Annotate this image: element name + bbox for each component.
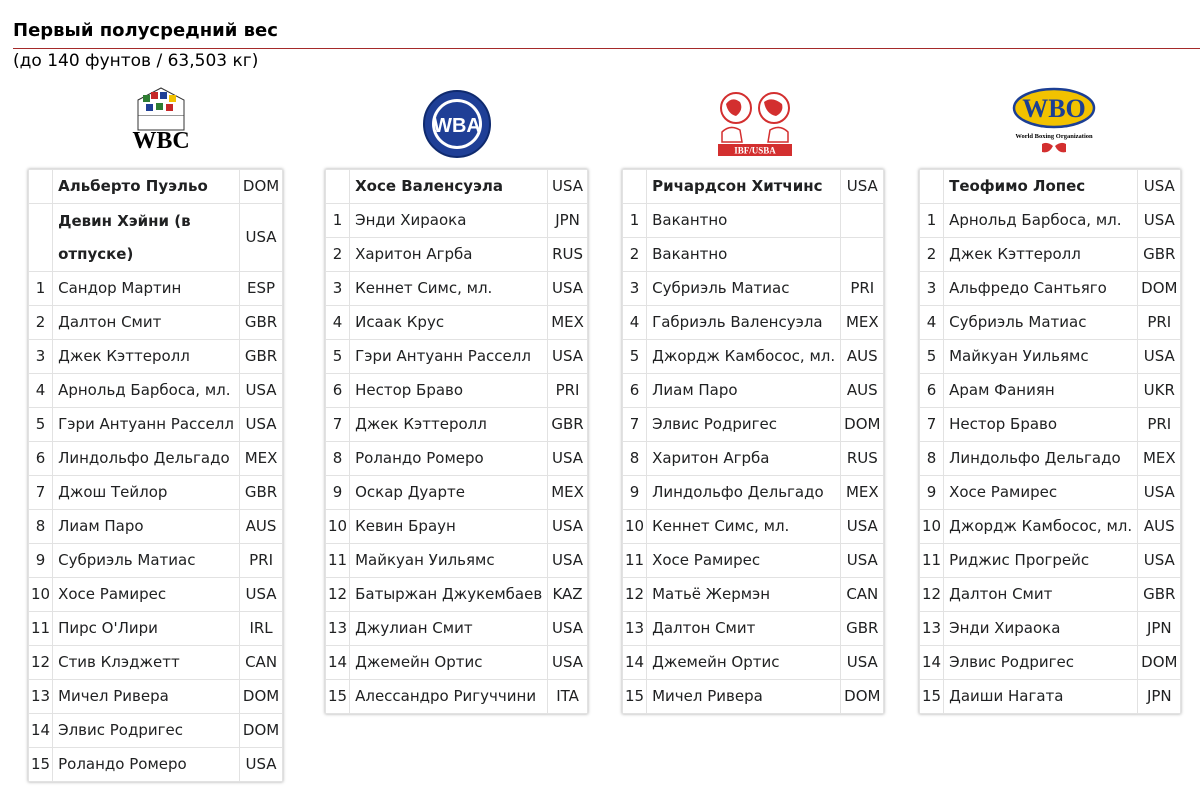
table-row xyxy=(29,510,283,544)
boxer-name: Элвис Родригес xyxy=(647,408,841,442)
boxer-name: Субриэль Матиас xyxy=(647,272,841,306)
boxer-country: ESP xyxy=(239,272,282,306)
rank-number: 3 xyxy=(326,272,350,306)
title-divider xyxy=(13,48,1200,49)
boxer-country: USA xyxy=(841,544,884,578)
boxer-country: RUS xyxy=(841,442,884,476)
boxer-country: JPN xyxy=(548,204,588,238)
rank-number: 4 xyxy=(326,306,350,340)
table-row xyxy=(326,170,588,204)
table-row xyxy=(920,204,1181,238)
boxer-country: PRI xyxy=(239,544,282,578)
boxer-name: Далтон Смит xyxy=(944,578,1138,612)
boxer-country: GBR xyxy=(239,306,282,340)
boxer-country: USA xyxy=(548,646,588,680)
rank-number: 14 xyxy=(326,646,350,680)
boxer-country: PRI xyxy=(1138,306,1181,340)
table-row xyxy=(623,272,884,306)
wbc-logo-text: WBC xyxy=(132,128,190,154)
wba-logo-text: WBA xyxy=(433,115,481,137)
rank-number: 15 xyxy=(623,680,647,714)
rank-number: 10 xyxy=(29,578,53,612)
champion-name: Ричардсон Хитчинс xyxy=(647,170,841,204)
boxer-name: Элвис Родригес xyxy=(53,714,240,748)
boxer-name: Исаак Крус xyxy=(350,306,548,340)
rank-number: 5 xyxy=(326,340,350,374)
boxer-country: MEX xyxy=(239,442,282,476)
table-row xyxy=(623,442,884,476)
boxer-country: USA xyxy=(239,578,282,612)
boxer-country: USA xyxy=(1138,204,1181,238)
table-row xyxy=(623,646,884,680)
table-row xyxy=(326,544,588,578)
boxer-name: Далтон Смит xyxy=(647,612,841,646)
rank-number: 12 xyxy=(29,646,53,680)
table-row xyxy=(29,306,283,340)
table-row xyxy=(920,170,1181,204)
table-row xyxy=(326,408,588,442)
boxer-country: ITA xyxy=(548,680,588,714)
table-row xyxy=(920,578,1181,612)
rank-number: 15 xyxy=(29,748,53,782)
boxer-name: Нестор Браво xyxy=(944,408,1138,442)
table-row xyxy=(623,374,884,408)
table-row xyxy=(623,238,884,272)
boxer-name: Джемейн Ортис xyxy=(647,646,841,680)
boxer-name: Хосе Рамирес xyxy=(53,578,240,612)
boxer-name: Мичел Ривера xyxy=(647,680,841,714)
boxer-name: Оскар Дуарте xyxy=(350,476,548,510)
rank-number: 7 xyxy=(623,408,647,442)
boxer-name: Риджис Прогрейс xyxy=(944,544,1138,578)
rank-number: 14 xyxy=(29,714,53,748)
champion-country: USA xyxy=(1138,170,1181,204)
table-row xyxy=(326,476,588,510)
ibf-logo-text: IBF/USBA xyxy=(734,145,776,156)
boxer-name: Джулиан Смит xyxy=(350,612,548,646)
boxer-country: USA xyxy=(548,442,588,476)
rank-number: 4 xyxy=(623,306,647,340)
boxer-name: Энди Хираока xyxy=(944,612,1138,646)
boxer-country: PRI xyxy=(1138,408,1181,442)
boxer-country: DOM xyxy=(841,408,884,442)
rank-number: 14 xyxy=(623,646,647,680)
boxer-country: MEX xyxy=(1138,442,1181,476)
rank-number: 7 xyxy=(326,408,350,442)
rank-number: 13 xyxy=(326,612,350,646)
rank-number: 13 xyxy=(623,612,647,646)
boxer-country: AUS xyxy=(841,374,884,408)
rank-number: 7 xyxy=(920,408,944,442)
boxer-country: USA xyxy=(548,510,588,544)
boxer-name: Джош Тейлор xyxy=(53,476,240,510)
boxer-name: Джек Кэттеролл xyxy=(944,238,1138,272)
rank-number: 2 xyxy=(326,238,350,272)
boxer-name: Нестор Браво xyxy=(350,374,548,408)
table-row xyxy=(326,612,588,646)
rank-number: 11 xyxy=(920,544,944,578)
boxer-country: MEX xyxy=(548,476,588,510)
boxer-country: AUS xyxy=(841,340,884,374)
table-row xyxy=(29,680,283,714)
boxer-country: USA xyxy=(548,612,588,646)
page-title: Первый полусредний вес xyxy=(13,20,278,41)
boxer-name: Линдольфо Дельгадо xyxy=(647,476,841,510)
table-row xyxy=(29,612,283,646)
table-row xyxy=(623,510,884,544)
table-row xyxy=(920,272,1181,306)
boxer-name: Батыржан Джукембаев xyxy=(350,578,548,612)
table-row xyxy=(29,272,283,306)
wbc-rankings-table xyxy=(28,169,283,782)
table-row xyxy=(29,714,283,748)
table-row xyxy=(623,204,884,238)
boxer-country: MEX xyxy=(841,476,884,510)
table-row xyxy=(920,544,1181,578)
boxer-country: GBR xyxy=(1138,238,1181,272)
boxer-name: Субриэль Матиас xyxy=(944,306,1138,340)
table-row xyxy=(326,374,588,408)
wbo-logo-icon xyxy=(1009,86,1099,162)
boxer-name: Мичел Ривера xyxy=(53,680,240,714)
rank-number: 8 xyxy=(623,442,647,476)
boxer-name: Субриэль Матиас xyxy=(53,544,240,578)
rank-number: 5 xyxy=(29,408,53,442)
boxer-country: USA xyxy=(1138,340,1181,374)
table-row xyxy=(326,680,588,714)
table-row xyxy=(326,646,588,680)
boxer-name: Линдольфо Дельгадо xyxy=(944,442,1138,476)
boxer-name: Альфредо Сантьяго xyxy=(944,272,1138,306)
boxer-name: Кеннет Симс, мл. xyxy=(647,510,841,544)
table-row xyxy=(920,340,1181,374)
champion-name: Теофимо Лопес xyxy=(944,170,1138,204)
boxer-country: GBR xyxy=(1138,578,1181,612)
boxer-name: Алессандро Ригуччини xyxy=(350,680,548,714)
boxer-name: Лиам Паро xyxy=(53,510,240,544)
rank-number: 3 xyxy=(623,272,647,306)
rank-number: 6 xyxy=(920,374,944,408)
table-row xyxy=(29,204,283,272)
champion-name: Девин Хэйни (в отпуске) xyxy=(53,204,240,272)
boxer-country: DOM xyxy=(239,714,282,748)
rank-number: 9 xyxy=(920,476,944,510)
rank-number: 10 xyxy=(920,510,944,544)
table-row xyxy=(29,748,283,782)
rank-number: 1 xyxy=(326,204,350,238)
rank-number: 13 xyxy=(920,612,944,646)
boxer-country: USA xyxy=(548,544,588,578)
wbo-logo-caption: World Boxing Organization xyxy=(1015,133,1093,140)
table-row xyxy=(623,170,884,204)
boxer-country: KAZ xyxy=(548,578,588,612)
boxer-country: MEX xyxy=(548,306,588,340)
boxer-name: Майкуан Уильямс xyxy=(350,544,548,578)
table-row xyxy=(326,442,588,476)
boxer-country: USA xyxy=(1138,544,1181,578)
boxer-name: Элвис Родригес xyxy=(944,646,1138,680)
rank-number: 8 xyxy=(326,442,350,476)
boxer-name: Далтон Смит xyxy=(53,306,240,340)
table-row xyxy=(29,408,283,442)
rank-number: 1 xyxy=(29,272,53,306)
boxer-country: USA xyxy=(1138,476,1181,510)
wba-logo-icon xyxy=(412,86,502,162)
boxer-name: Габриэль Валенсуэла xyxy=(647,306,841,340)
boxer-name: Арнольд Барбоса, мл. xyxy=(53,374,240,408)
table-row xyxy=(623,408,884,442)
boxer-name: Кевин Браун xyxy=(350,510,548,544)
boxer-country: IRL xyxy=(239,612,282,646)
rank-number: 1 xyxy=(920,204,944,238)
boxer-name: Джордж Камбосос, мл. xyxy=(647,340,841,374)
boxer-country: DOM xyxy=(239,680,282,714)
boxer-country xyxy=(841,204,884,238)
table-row xyxy=(920,238,1181,272)
wba-rankings-table xyxy=(325,169,588,714)
rank-number: 8 xyxy=(29,510,53,544)
wbo-rankings-table xyxy=(919,169,1181,714)
rank-number: 8 xyxy=(920,442,944,476)
champion-country: USA xyxy=(548,170,588,204)
boxer-name: Вакантно xyxy=(647,204,841,238)
rank-number: 12 xyxy=(326,578,350,612)
table-row xyxy=(29,646,283,680)
rank-number: 2 xyxy=(920,238,944,272)
boxer-name: Вакантно xyxy=(647,238,841,272)
table-row xyxy=(623,306,884,340)
table-row xyxy=(623,476,884,510)
boxer-country: GBR xyxy=(841,612,884,646)
table-row xyxy=(326,578,588,612)
boxer-name: Сандор Мартин xyxy=(53,272,240,306)
table-row xyxy=(29,340,283,374)
boxer-name: Стив Клэджетт xyxy=(53,646,240,680)
rank-number: 10 xyxy=(326,510,350,544)
table-row xyxy=(29,578,283,612)
table-row xyxy=(920,612,1181,646)
rank-number: 4 xyxy=(920,306,944,340)
rank-number: 9 xyxy=(623,476,647,510)
table-row xyxy=(29,442,283,476)
boxer-name: Хосе Рамирес xyxy=(944,476,1138,510)
boxer-country: USA xyxy=(239,374,282,408)
boxer-country: JPN xyxy=(1138,680,1181,714)
boxer-country: DOM xyxy=(1138,272,1181,306)
boxer-name: Гэри Антуанн Расселл xyxy=(350,340,548,374)
boxer-country: USA xyxy=(239,408,282,442)
table-row xyxy=(29,544,283,578)
boxer-country: GBR xyxy=(548,408,588,442)
boxer-name: Хосе Рамирес xyxy=(647,544,841,578)
boxer-name: Харитон Агрба xyxy=(350,238,548,272)
boxer-country: DOM xyxy=(1138,646,1181,680)
boxer-country: AUS xyxy=(239,510,282,544)
boxer-name: Джек Кэттеролл xyxy=(350,408,548,442)
table-row xyxy=(920,646,1181,680)
champion-name: Альберто Пуэльо xyxy=(53,170,240,204)
boxer-country: UKR xyxy=(1138,374,1181,408)
table-row xyxy=(326,238,588,272)
table-row xyxy=(29,374,283,408)
rank-number: 15 xyxy=(920,680,944,714)
boxer-country xyxy=(841,238,884,272)
boxer-country: CAN xyxy=(239,646,282,680)
rank-number: 6 xyxy=(29,442,53,476)
boxer-name: Арнольд Барбоса, мл. xyxy=(944,204,1138,238)
boxer-name: Гэри Антуанн Расселл xyxy=(53,408,240,442)
boxer-country: USA xyxy=(841,510,884,544)
boxer-country: DOM xyxy=(841,680,884,714)
table-row xyxy=(623,340,884,374)
rank-number: 14 xyxy=(920,646,944,680)
champion-name: Хосе Валенсуэла xyxy=(350,170,548,204)
rank-number: 9 xyxy=(29,544,53,578)
table-row xyxy=(920,680,1181,714)
rank-number: 11 xyxy=(623,544,647,578)
rank-number: 10 xyxy=(623,510,647,544)
rank-number: 12 xyxy=(623,578,647,612)
rank-number: 7 xyxy=(29,476,53,510)
table-row xyxy=(920,510,1181,544)
boxer-name: Роландо Ромеро xyxy=(350,442,548,476)
boxer-country: RUS xyxy=(548,238,588,272)
rank-number: 11 xyxy=(29,612,53,646)
boxer-country: USA xyxy=(548,272,588,306)
rank-number: 5 xyxy=(920,340,944,374)
champion-country: USA xyxy=(239,204,282,272)
boxer-country: PRI xyxy=(841,272,884,306)
boxer-name: Энди Хираока xyxy=(350,204,548,238)
table-row xyxy=(920,442,1181,476)
rank-number: 6 xyxy=(623,374,647,408)
table-row xyxy=(326,272,588,306)
boxer-name: Матьё Жермэн xyxy=(647,578,841,612)
table-row xyxy=(920,408,1181,442)
table-row xyxy=(623,612,884,646)
boxer-country: JPN xyxy=(1138,612,1181,646)
table-row xyxy=(326,340,588,374)
boxer-name: Харитон Агрба xyxy=(647,442,841,476)
rank-number: 2 xyxy=(29,306,53,340)
boxer-name: Арам Фаниян xyxy=(944,374,1138,408)
champion-country: USA xyxy=(841,170,884,204)
table-row xyxy=(623,578,884,612)
rank-number: 3 xyxy=(29,340,53,374)
boxer-country: USA xyxy=(841,646,884,680)
boxer-country: AUS xyxy=(1138,510,1181,544)
rank-number: 11 xyxy=(326,544,350,578)
ibf-logo-icon xyxy=(710,86,800,162)
boxer-country: USA xyxy=(239,748,282,782)
rank-number: 15 xyxy=(326,680,350,714)
wbo-logo-text: WBO xyxy=(1022,94,1086,123)
boxer-country: PRI xyxy=(548,374,588,408)
table-row xyxy=(623,544,884,578)
boxer-name: Лиам Паро xyxy=(647,374,841,408)
boxer-name: Пирс О'Лири xyxy=(53,612,240,646)
rank-number: 5 xyxy=(623,340,647,374)
table-row xyxy=(920,306,1181,340)
boxer-name: Майкуан Уильямс xyxy=(944,340,1138,374)
ibf-rankings-table xyxy=(622,169,884,714)
wbc-logo-icon xyxy=(116,86,206,162)
table-row xyxy=(623,680,884,714)
table-row xyxy=(326,204,588,238)
rank-number: 6 xyxy=(326,374,350,408)
boxer-name: Джемейн Ортис xyxy=(350,646,548,680)
table-row xyxy=(920,374,1181,408)
table-row xyxy=(326,306,588,340)
rank-number: 13 xyxy=(29,680,53,714)
rank-number: 3 xyxy=(920,272,944,306)
weight-limit-subtitle: (до 140 фунтов / 63,503 кг) xyxy=(13,51,259,71)
boxer-country: GBR xyxy=(239,476,282,510)
boxer-name: Джордж Камбосос, мл. xyxy=(944,510,1138,544)
rank-number: 4 xyxy=(29,374,53,408)
boxer-country: GBR xyxy=(239,340,282,374)
rank-number: 12 xyxy=(920,578,944,612)
boxer-name: Даиши Нагата xyxy=(944,680,1138,714)
boxer-name: Роландо Ромеро xyxy=(53,748,240,782)
table-row xyxy=(29,476,283,510)
champion-country: DOM xyxy=(239,170,282,204)
table-row xyxy=(29,170,283,204)
boxer-country: USA xyxy=(548,340,588,374)
boxer-country: CAN xyxy=(841,578,884,612)
boxer-name: Кеннет Симс, мл. xyxy=(350,272,548,306)
table-row xyxy=(920,476,1181,510)
boxer-name: Джек Кэттеролл xyxy=(53,340,240,374)
boxer-name: Линдольфо Дельгадо xyxy=(53,442,240,476)
table-row xyxy=(326,510,588,544)
rank-number: 2 xyxy=(623,238,647,272)
rank-number: 9 xyxy=(326,476,350,510)
rank-number: 1 xyxy=(623,204,647,238)
boxer-country: MEX xyxy=(841,306,884,340)
